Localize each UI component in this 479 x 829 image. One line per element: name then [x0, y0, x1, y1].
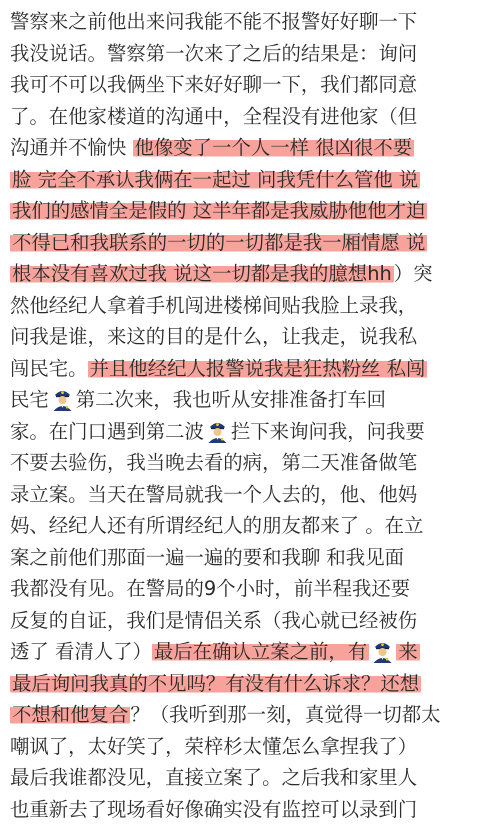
text-line: [10, 6, 475, 38]
text-segment: 然他经纪人拿着手机闯进楼梯间贴我脸上录我，: [10, 293, 418, 317]
text-segment: 沟通并不愉快: [10, 136, 133, 159]
text-segment: 也重新去了现场看好像确实没有监控可以录到门: [10, 797, 418, 821]
text-line: [10, 668, 475, 700]
text-segment: 闯民宅。: [10, 356, 88, 380]
text-segment: 反复的自证，我们是情侣关系（我心就已经被伤: [10, 608, 418, 632]
text-segment: 我可不可以我俩坐下来好好聊一下，我们都同意: [10, 73, 418, 96]
text-line: [10, 164, 475, 196]
highlighted-text: 他像变了一个人一样 很凶很不要: [134, 136, 413, 159]
highlighted-text: 并且他经纪人报警说我是狂热粉丝 私闯: [89, 356, 426, 380]
text-segment: 嘲讽了，太好笑了，荣梓杉太懂怎么拿捏我了）: [10, 734, 418, 758]
text-line: [10, 794, 475, 826]
text-line: [10, 101, 475, 133]
text-line: [10, 731, 475, 763]
text-line: [10, 542, 475, 574]
post-body-text: [10, 6, 475, 825]
text-segment: 家。在门口遇到第二波: [10, 419, 204, 443]
text-line: [10, 290, 475, 322]
text-segment: 我都没有见。在警局的9个小时，前半程我还要: [10, 577, 411, 600]
text-line: [10, 762, 475, 794]
text-segment: 不要去验伤，我当晚去看的病，第二天准备做笔: [10, 451, 418, 474]
text-line: [10, 479, 475, 511]
text-line: [10, 416, 475, 448]
police-officer-icon: [52, 387, 73, 411]
text-line: [10, 384, 475, 416]
police-officer-icon: [372, 639, 393, 663]
text-segment: 警察来之前他出来问我能不能不报警好好聊一下: [10, 10, 418, 33]
text-line: [10, 510, 475, 542]
highlighted-text: 最后询问我真的不见吗？有没有什么诉求？还想: [12, 671, 420, 695]
text-segment: 录立案。当天在警局就我一个人去的，他、他妈: [10, 482, 418, 506]
text-segment: 第二次来，我也听从安排准备打车回: [75, 388, 387, 411]
text-segment: 我没说话。警察第一次来了之后的结果是：询问: [10, 41, 418, 65]
text-segment: 妈、经纪人还有所谓经纪人的朋友都来了 。在立: [10, 514, 424, 537]
text-segment: 问我是谁，来这的目的是什么，让我走，说我私: [10, 325, 418, 348]
text-segment: 透了 看清人了）: [10, 640, 152, 663]
police-officer-icon: [207, 419, 228, 443]
text-line: [10, 227, 475, 259]
text-segment: ？（我听到那一刻，真觉得一切都太: [130, 703, 441, 726]
text-line: [10, 353, 475, 385]
text-segment: 了。在他家楼道的沟通中，全程没有进他家（但: [10, 104, 418, 128]
text-segment: ）突: [393, 262, 433, 285]
text-line: [10, 605, 475, 637]
highlighted-text: 根本没有喜欢过我 说这一切都是我的臆想hh: [12, 262, 392, 285]
highlighted-text: 不想和他复合: [12, 703, 129, 726]
text-line: [10, 321, 475, 353]
text-line: [10, 636, 475, 668]
text-line: [10, 195, 475, 227]
highlighted-text: 来: [398, 640, 418, 663]
highlighted-text: 我们的感情全是假的 这半年都是我威胁他他才迫: [12, 199, 426, 222]
highlighted-text: 最后在确认立案之前，有: [153, 640, 368, 663]
text-segment: 案之前他们那面一遍一遍的要和我聊 和我见面: [10, 545, 404, 569]
highlighted-text: 脸 完全不承认我俩在一起过 问我凭什么管他 说: [12, 167, 419, 191]
text-line: [10, 573, 475, 605]
text-segment: 最后我谁都没见，直接立案了。之后我和家里人: [10, 766, 418, 789]
text-line: [10, 132, 475, 164]
text-segment: 拦下来询问我，问我要: [230, 419, 425, 443]
text-line: [10, 38, 475, 70]
text-line: [10, 699, 475, 731]
text-line: [10, 258, 475, 290]
text-line: [10, 447, 475, 479]
text-segment: 民宅: [10, 388, 49, 411]
highlighted-text: 不得已和我联系的一切的一切都是我一厢情愿 说: [12, 230, 426, 254]
text-line: [10, 69, 475, 101]
